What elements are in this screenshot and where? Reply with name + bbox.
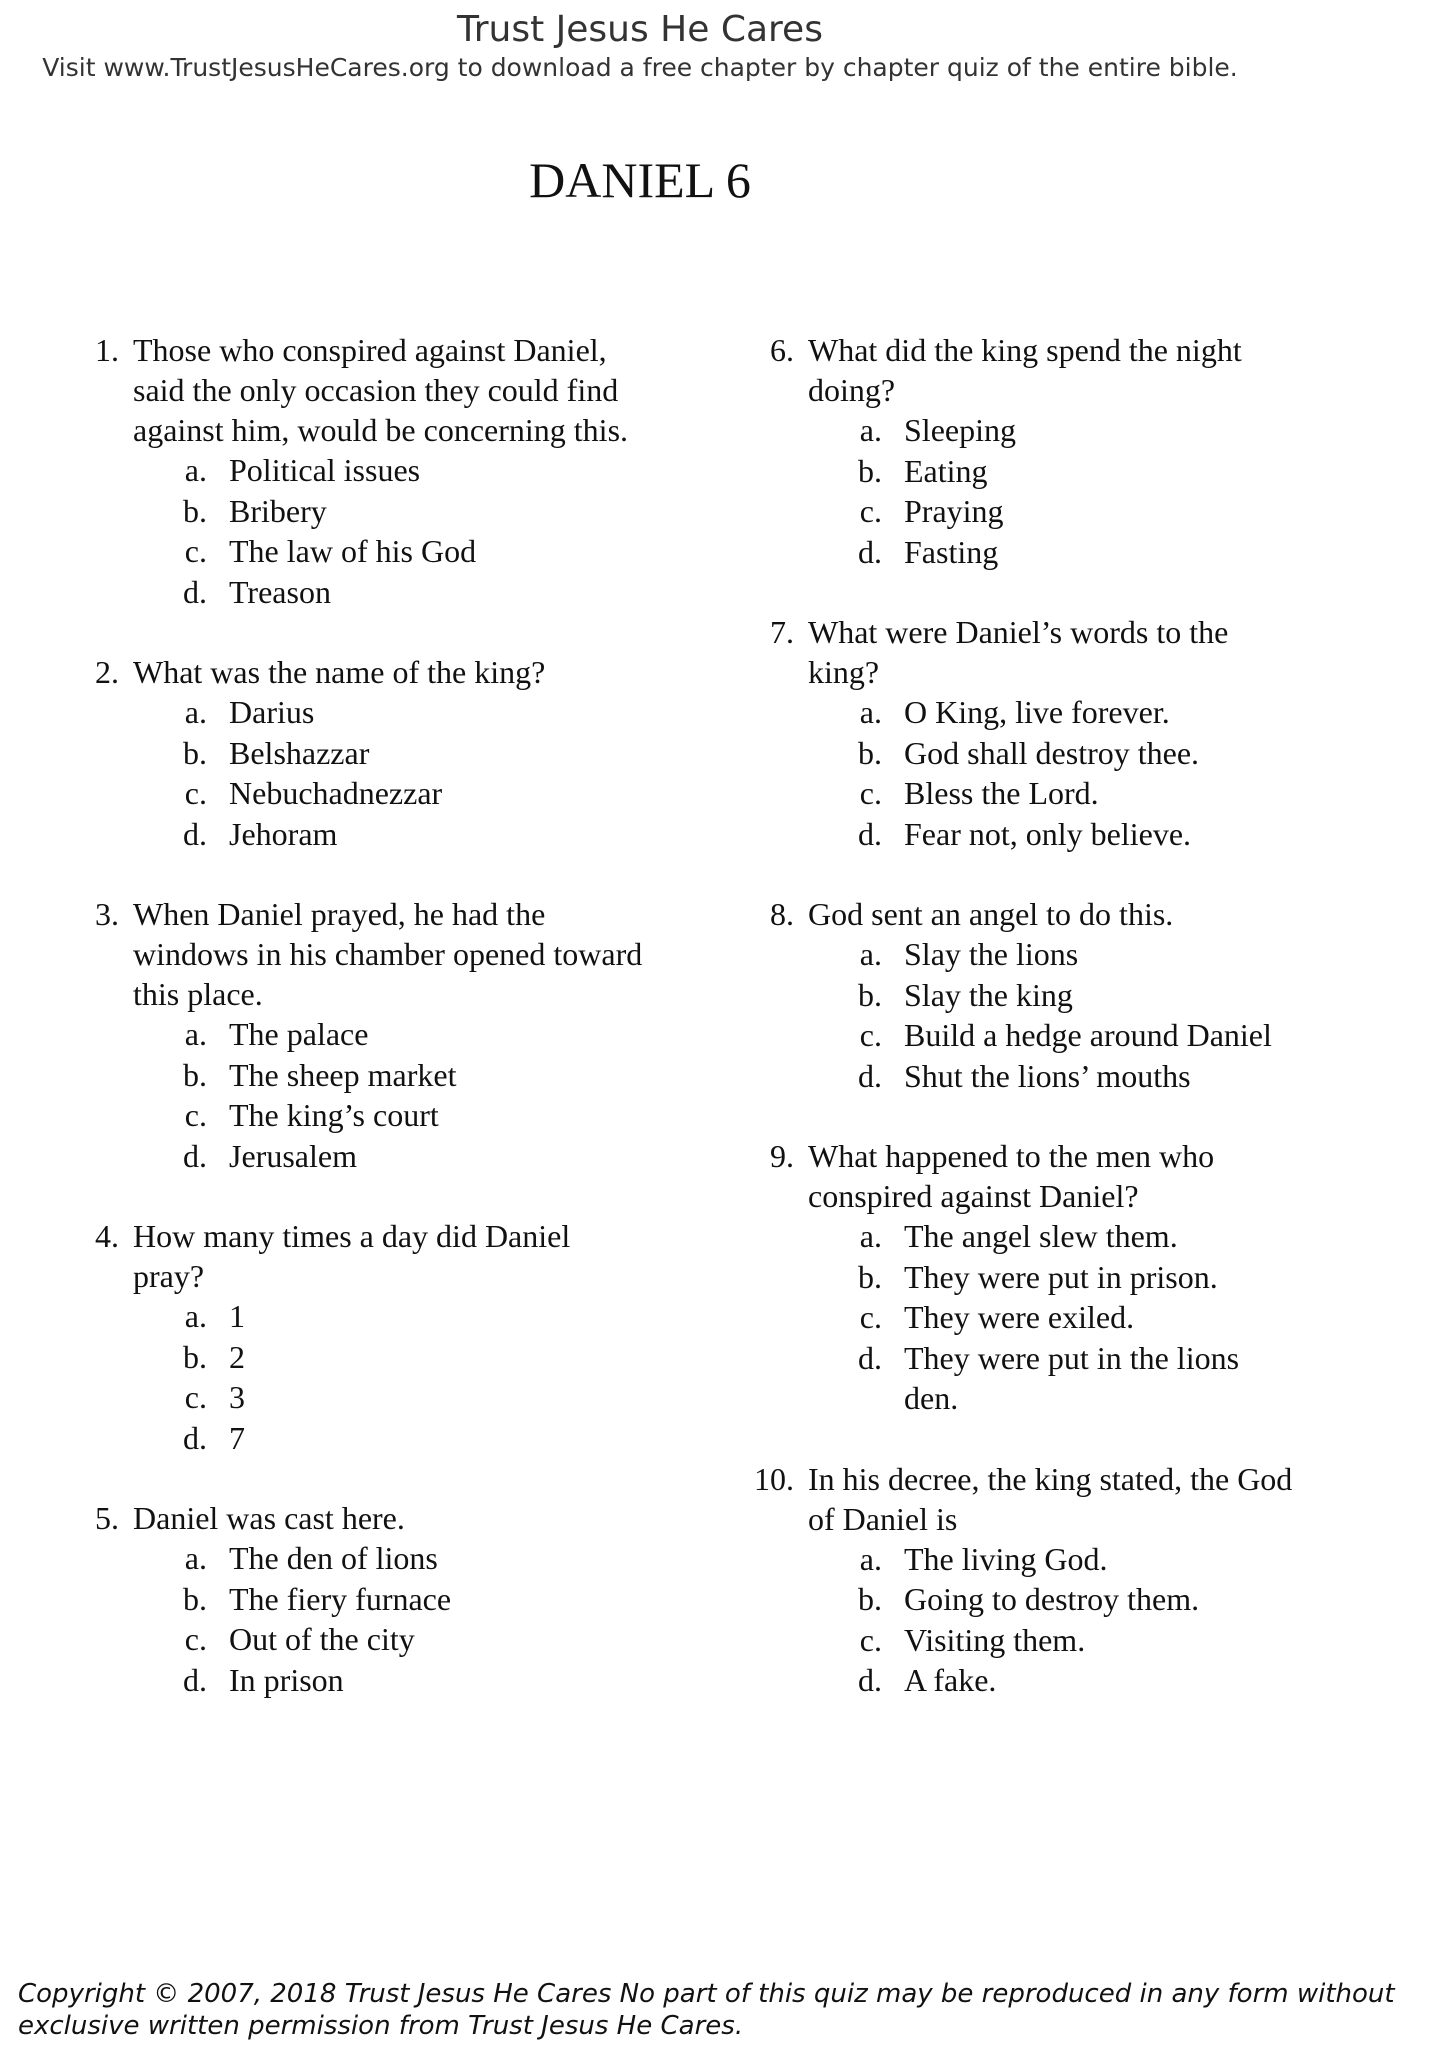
answer-option bbox=[169, 1660, 645, 1701]
copyright-line-1: Copyright © 2007, 2018 Trust Jesus He Cares No part of this quiz may be reproduced in any form without bbox=[18, 1979, 1395, 2009]
option-letter: c. bbox=[859, 1621, 882, 1658]
question-number: 3. bbox=[95, 896, 119, 932]
option-text: Slay the king bbox=[904, 976, 1073, 1013]
question-stem bbox=[740, 1459, 1300, 1539]
answer-option bbox=[169, 1296, 645, 1337]
answer-options bbox=[740, 934, 1300, 1096]
answer-option bbox=[169, 814, 645, 855]
question-text: What were Daniel’s words to the king? bbox=[808, 614, 1229, 690]
option-letter: a. bbox=[859, 1218, 882, 1254]
option-letter: c. bbox=[859, 775, 882, 811]
question-text: Daniel was cast here. bbox=[133, 1500, 405, 1536]
answer-option bbox=[844, 1257, 1300, 1298]
option-letter: b. bbox=[183, 492, 207, 529]
question-item bbox=[65, 1498, 645, 1700]
answer-options bbox=[65, 450, 645, 612]
option-text: Jerusalem bbox=[229, 1137, 357, 1174]
number-spacer bbox=[119, 1498, 133, 1538]
answer-option bbox=[169, 1055, 645, 1096]
option-letter: a. bbox=[859, 694, 882, 730]
option-text: The king’s court bbox=[229, 1097, 439, 1133]
question-item bbox=[65, 652, 645, 854]
option-text: Going to destroy them. bbox=[904, 1581, 1200, 1617]
option-text: The law of his God bbox=[229, 533, 477, 569]
answer-option bbox=[169, 1619, 645, 1660]
option-letter: d. bbox=[858, 533, 882, 570]
site-tagline: Visit www.TrustJesusHeCares.org to download a free chapter by chapter quiz of the entire bible. bbox=[42, 53, 1238, 82]
answer-option bbox=[169, 773, 645, 814]
question-number: 9. bbox=[770, 1138, 794, 1174]
option-letter: b. bbox=[183, 1056, 207, 1093]
option-letter: b. bbox=[183, 734, 207, 771]
answer-option bbox=[169, 531, 645, 572]
answer-option bbox=[844, 773, 1300, 814]
question-stem bbox=[740, 612, 1300, 692]
option-letter: a. bbox=[184, 1298, 207, 1334]
answer-option bbox=[844, 1660, 1300, 1701]
answer-options bbox=[65, 1296, 645, 1458]
option-letter: c. bbox=[184, 1097, 207, 1133]
option-text: Slay the lions bbox=[904, 936, 1079, 972]
question-item bbox=[65, 894, 645, 1176]
question-item bbox=[65, 330, 645, 612]
option-letter: a. bbox=[859, 936, 882, 972]
answer-option bbox=[844, 451, 1300, 492]
answer-option bbox=[844, 934, 1300, 975]
option-letter: c. bbox=[859, 1017, 882, 1053]
option-text: Bribery bbox=[229, 492, 327, 529]
question-number: 5. bbox=[95, 1500, 119, 1536]
option-text: The den of lions bbox=[229, 1540, 438, 1576]
question-item bbox=[740, 1136, 1300, 1419]
question-stem bbox=[65, 652, 645, 692]
option-letter: c. bbox=[184, 775, 207, 811]
option-text: Praying bbox=[904, 493, 1004, 529]
option-text: 2 bbox=[229, 1338, 245, 1375]
option-text: Eating bbox=[904, 452, 988, 489]
option-letter: b. bbox=[858, 1258, 882, 1295]
question-stem bbox=[65, 894, 645, 1014]
option-letter: a. bbox=[184, 1540, 207, 1576]
option-letter: d. bbox=[183, 1419, 207, 1456]
option-text: Darius bbox=[229, 694, 315, 730]
option-letter: a. bbox=[859, 1540, 882, 1577]
option-letter: d. bbox=[183, 1137, 207, 1174]
option-text: They were put in the lions den. bbox=[904, 1339, 1240, 1416]
question-number: 8. bbox=[770, 896, 794, 932]
answer-option bbox=[169, 1377, 645, 1418]
option-letter: c. bbox=[184, 533, 207, 569]
number-spacer bbox=[794, 612, 808, 692]
answer-option bbox=[169, 1095, 645, 1136]
option-letter: a. bbox=[184, 452, 207, 488]
answer-option bbox=[844, 1297, 1300, 1338]
option-letter: b. bbox=[183, 1338, 207, 1375]
number-spacer bbox=[119, 652, 133, 692]
question-number: 4. bbox=[95, 1218, 119, 1254]
answer-option bbox=[844, 975, 1300, 1016]
answer-option bbox=[844, 733, 1300, 774]
option-letter: b. bbox=[183, 1580, 207, 1617]
question-item bbox=[65, 1216, 645, 1458]
answer-options bbox=[740, 1539, 1300, 1701]
site-header bbox=[0, 8, 1280, 84]
answer-option bbox=[169, 1337, 645, 1378]
option-text: Fear not, only believe. bbox=[904, 815, 1192, 852]
option-text: They were put in prison. bbox=[904, 1258, 1218, 1295]
option-text: The living God. bbox=[904, 1540, 1108, 1577]
question-item bbox=[740, 1459, 1300, 1701]
answer-option bbox=[844, 1015, 1300, 1056]
option-letter: d. bbox=[858, 1662, 882, 1698]
option-text: O King, live forever. bbox=[904, 694, 1170, 730]
option-letter: c. bbox=[859, 1299, 882, 1335]
answer-option bbox=[169, 1579, 645, 1620]
answer-options bbox=[740, 1216, 1300, 1419]
option-letter: a. bbox=[859, 412, 882, 448]
option-text: The angel slew them. bbox=[904, 1218, 1178, 1254]
question-stem bbox=[740, 894, 1300, 934]
option-letter: d. bbox=[858, 1057, 882, 1094]
option-letter: b. bbox=[858, 452, 882, 489]
answer-option bbox=[844, 1056, 1300, 1097]
answer-option bbox=[169, 692, 645, 733]
answer-options bbox=[740, 692, 1300, 854]
number-spacer bbox=[794, 1459, 808, 1539]
site-title: Trust Jesus He Cares bbox=[457, 9, 823, 50]
question-text: God sent an angel to do this. bbox=[808, 896, 1174, 932]
answer-option bbox=[169, 1538, 645, 1579]
question-stem bbox=[65, 1216, 645, 1296]
question-text: When Daniel prayed, he had the windows in his chamber opened toward this place. bbox=[133, 896, 643, 1012]
answer-option bbox=[844, 410, 1300, 451]
question-text: What was the name of the king? bbox=[133, 654, 546, 690]
option-text: 3 bbox=[229, 1379, 245, 1415]
question-stem bbox=[740, 330, 1300, 410]
answer-option bbox=[844, 1620, 1300, 1661]
answer-option bbox=[844, 1338, 1300, 1419]
option-text: Treason bbox=[229, 573, 331, 610]
answer-option bbox=[844, 491, 1300, 532]
answer-option bbox=[169, 1136, 645, 1177]
answer-option bbox=[169, 1418, 645, 1459]
answer-option bbox=[169, 1014, 645, 1055]
number-spacer bbox=[119, 330, 133, 450]
number-spacer bbox=[794, 330, 808, 410]
option-text: In prison bbox=[229, 1661, 344, 1698]
question-stem bbox=[65, 1498, 645, 1538]
answer-option bbox=[844, 1216, 1300, 1257]
option-text: The palace bbox=[229, 1016, 369, 1052]
option-text: Political issues bbox=[229, 452, 421, 488]
questions-column-left bbox=[65, 330, 645, 1740]
option-letter: a. bbox=[184, 694, 207, 730]
copyright-footer bbox=[18, 1978, 1418, 2042]
option-letter: c. bbox=[184, 1621, 207, 1657]
option-text: 7 bbox=[229, 1419, 245, 1456]
answer-option bbox=[844, 692, 1300, 733]
option-text: Sleeping bbox=[904, 412, 1016, 448]
questions-column-right bbox=[740, 330, 1300, 1741]
option-letter: d. bbox=[858, 815, 882, 852]
option-text: The fiery furnace bbox=[229, 1580, 452, 1617]
answer-options bbox=[65, 692, 645, 854]
answer-option bbox=[169, 491, 645, 532]
answer-option bbox=[844, 1539, 1300, 1580]
answer-options bbox=[65, 1014, 645, 1176]
option-letter: d. bbox=[858, 1339, 882, 1376]
question-item bbox=[740, 330, 1300, 572]
number-spacer bbox=[119, 894, 133, 1014]
option-letter: d. bbox=[183, 573, 207, 610]
option-text: Out of the city bbox=[229, 1621, 415, 1657]
question-item bbox=[740, 612, 1300, 854]
question-stem bbox=[65, 330, 645, 450]
page-title: DANIEL 6 bbox=[529, 152, 751, 208]
option-text: Fasting bbox=[904, 533, 999, 570]
question-number: 1. bbox=[95, 332, 119, 368]
option-text: Belshazzar bbox=[229, 734, 370, 771]
answer-option bbox=[169, 572, 645, 613]
number-spacer bbox=[794, 894, 808, 934]
question-text: What did the king spend the night doing? bbox=[808, 332, 1242, 408]
option-letter: c. bbox=[184, 1379, 207, 1415]
option-letter: d. bbox=[183, 815, 207, 852]
option-text: Build a hedge around Daniel bbox=[904, 1017, 1272, 1053]
answer-option bbox=[844, 532, 1300, 573]
option-letter: b. bbox=[858, 1581, 882, 1617]
copyright-line-2: exclusive written permission from Trust Jesus He Cares. bbox=[18, 2011, 744, 2041]
question-number: 7. bbox=[770, 614, 794, 650]
option-text: The sheep market bbox=[229, 1056, 457, 1093]
answer-option bbox=[169, 450, 645, 491]
question-text: Those who conspired against Daniel, said the only occasion they could find against him, would be concerning this. bbox=[133, 332, 629, 448]
option-text: Jehoram bbox=[229, 815, 338, 852]
question-number: 2. bbox=[95, 654, 119, 690]
option-text: Nebuchadnezzar bbox=[229, 775, 443, 811]
question-text: In his decree, the king stated, the God of Daniel is bbox=[808, 1460, 1293, 1537]
number-spacer bbox=[794, 1136, 808, 1216]
question-text: What happened to the men who conspired against Daniel? bbox=[808, 1138, 1215, 1214]
option-text: 1 bbox=[229, 1298, 245, 1334]
option-text: Visiting them. bbox=[904, 1621, 1086, 1658]
option-text: A fake. bbox=[904, 1662, 997, 1698]
option-letter: a. bbox=[184, 1016, 207, 1052]
option-letter: d. bbox=[183, 1661, 207, 1698]
answer-option bbox=[844, 814, 1300, 855]
option-text: God shall destroy thee. bbox=[904, 734, 1200, 771]
question-number: 10. bbox=[754, 1460, 794, 1497]
answer-option bbox=[169, 733, 645, 774]
option-letter: b. bbox=[858, 734, 882, 771]
option-text: Bless the Lord. bbox=[904, 775, 1099, 811]
option-letter: b. bbox=[858, 976, 882, 1013]
number-spacer bbox=[119, 1216, 133, 1296]
option-text: Shut the lions’ mouths bbox=[904, 1057, 1191, 1094]
option-letter: c. bbox=[859, 493, 882, 529]
question-stem bbox=[740, 1136, 1300, 1216]
answer-options bbox=[740, 410, 1300, 572]
question-text: How many times a day did Daniel pray? bbox=[133, 1218, 571, 1294]
question-number: 6. bbox=[770, 332, 794, 368]
answer-options bbox=[65, 1538, 645, 1700]
option-text: They were exiled. bbox=[904, 1299, 1135, 1335]
question-item bbox=[740, 894, 1300, 1096]
answer-option bbox=[844, 1579, 1300, 1620]
